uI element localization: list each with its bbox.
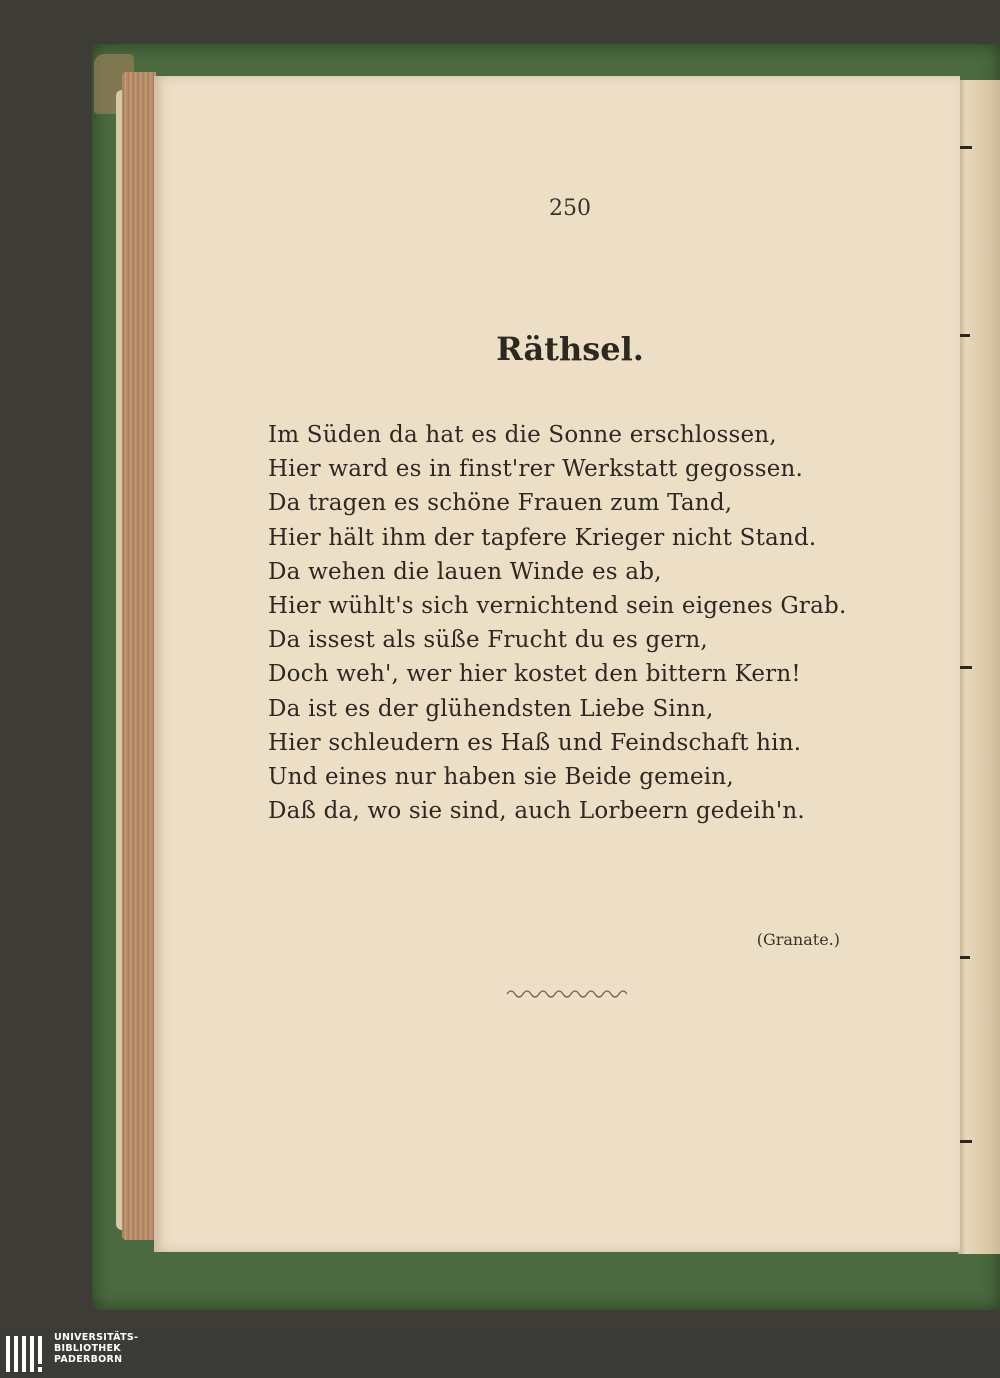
poem-line: Hier ward es in finst'rer Werkstatt gegossen. <box>268 456 804 483</box>
poem-line: Da wehen die lauen Winde es ab, <box>268 558 662 585</box>
page-number: 250 <box>549 196 591 221</box>
page-edges <box>122 72 156 1240</box>
poem-line: Hier schleudern es Haß und Feindschaft hin. <box>268 729 802 756</box>
poem-line: Da issest als süße Frucht du es gern, <box>268 627 708 654</box>
logo-line: UNIVERSITÄTS- <box>54 1332 139 1343</box>
poem-line: Hier wühlt's sich vernichtend sein eigenes Grab. <box>268 592 847 619</box>
poem-line: Doch weh', wer hier kostet den bittern Kern! <box>268 661 801 688</box>
riddle-answer: (Granate.) <box>756 930 840 949</box>
wavy-ornament <box>505 986 627 1002</box>
poem-line: Da tragen es schöne Frauen zum Tand, <box>268 490 733 517</box>
poem-title: Räthsel. <box>496 330 644 368</box>
library-footer <box>0 1328 1000 1378</box>
poem-text <box>268 418 868 828</box>
poem-line: Da ist es der glühendsten Liebe Sinn, <box>268 695 714 722</box>
library-logo-icon <box>6 1336 50 1372</box>
book-gutter <box>958 80 1000 1254</box>
poem-line: Und eines nur haben sie Beide gemein, <box>268 763 734 790</box>
poem-line: Im Süden da hat es die Sonne erschlossen, <box>268 422 777 448</box>
logo-line: PADERBORN <box>54 1354 123 1365</box>
library-logo-text <box>54 1332 138 1365</box>
poem-line: Daß da, wo sie sind, auch Lorbeern gedeih'n. <box>268 798 805 825</box>
poem-line: Hier hält ihm der tapfere Krieger nicht Stand. <box>268 524 817 551</box>
logo-line: BIBLIOTHEK <box>54 1343 121 1354</box>
